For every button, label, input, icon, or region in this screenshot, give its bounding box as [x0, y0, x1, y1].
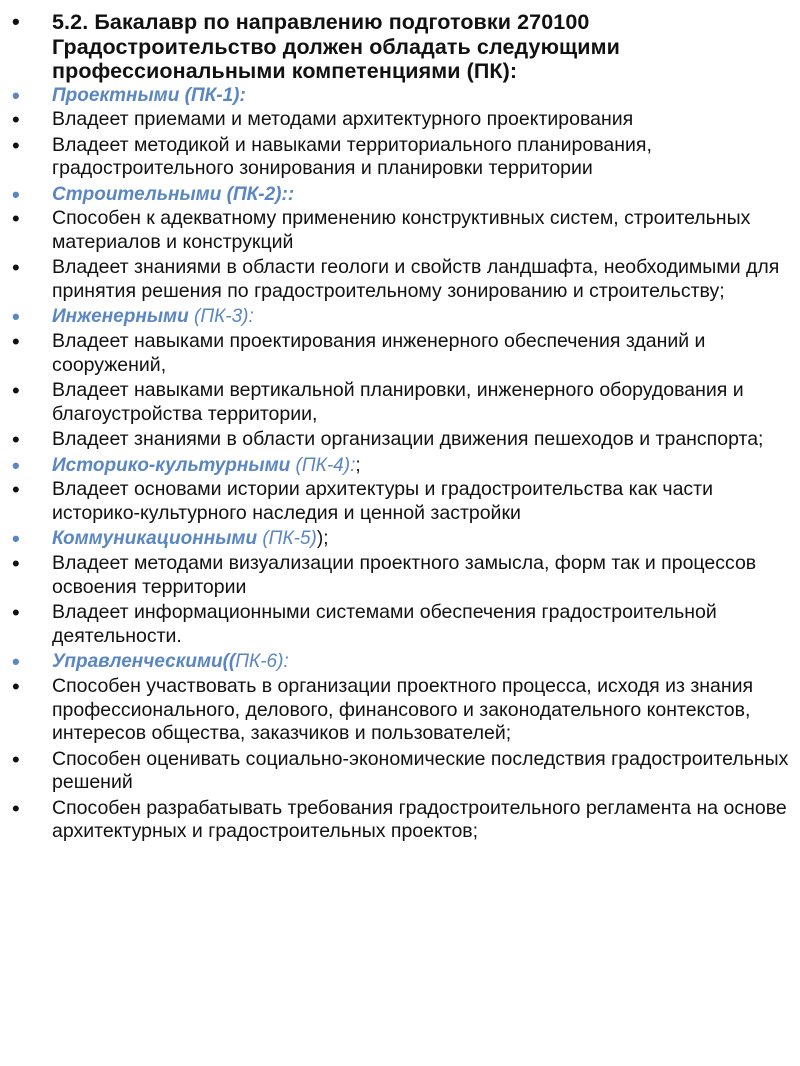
category-pk2 — [0, 183, 800, 206]
list-item-text: Владеет информационными системами обеспечения градостроительной деятельности. — [52, 601, 717, 647]
list-item-text: Способен оценивать социально-экономические последствия градостроительных решений — [52, 747, 789, 794]
bullet: • — [12, 673, 20, 699]
list-item — [0, 428, 800, 452]
bullet: • — [12, 82, 20, 108]
bullet: • — [12, 206, 20, 232]
bullet: • — [12, 452, 20, 478]
list-item-text: Владеет знаниями в области организации движения пешеходов и транспорта; — [52, 428, 764, 451]
category-label: Историко-культурными — [52, 454, 291, 476]
list-item-text: Владеет методикой и навыками территориального планирования, градостроительного зонирования и планировки территории — [52, 133, 652, 180]
list-item — [0, 207, 800, 254]
slide-heading — [0, 10, 800, 84]
list-item-text: Владеет приемами и методами архитектурного проектирования — [52, 108, 634, 131]
bullet: • — [12, 9, 20, 34]
category-label: Проектными (ПК-1): — [52, 84, 246, 106]
list-item-text: Владеет навыками вертикальной планировки, инженерного оборудования и благоустройства территории, — [52, 379, 744, 425]
list-item-text: Владеет методами визуализации проектного замысла, форм так и процессов освоения территории — [52, 552, 757, 598]
bullet: • — [12, 255, 20, 281]
bullet: • — [12, 477, 20, 503]
bullet: • — [12, 600, 20, 626]
bullet: • — [12, 304, 20, 330]
list-item-text: Владеет навыками проектирования инженерного обеспечения зданий и сооружений, — [52, 330, 706, 376]
category-suffix: ); — [316, 528, 329, 550]
category-pk1 — [0, 84, 800, 107]
list-item — [0, 797, 800, 844]
bullet: • — [12, 329, 20, 355]
category-code: ПК-6): — [235, 651, 289, 673]
heading-text: 5.2. Бакалавр по направлению подготовки 270100 Градостроительство должен обладать следующими профессиональными компетенциями (ПК): — [52, 10, 620, 83]
category-label: Коммуникационными — [52, 528, 258, 550]
bullet: • — [12, 181, 20, 207]
bullet: • — [12, 526, 20, 552]
category-pk5 — [0, 527, 800, 550]
bullet: • — [12, 107, 20, 133]
category-pk6 — [0, 650, 800, 673]
list-item — [0, 748, 800, 795]
list-item-text: Способен разрабатывать требования градостроительного регламента на основе архитектурных и градостроительных проектов; — [52, 796, 787, 843]
category-code: (ПК-5) — [257, 528, 317, 550]
category-suffix: ; — [355, 454, 361, 476]
list-item — [0, 675, 800, 746]
category-label: Строительными (ПК-2):: — [52, 183, 295, 205]
list-item-text: Владеет знаниями в области геологи и свойств ландшафта, необходимыми для принятия решения по градостроительному зонированию и строительству; — [52, 256, 780, 303]
list-item-text: Владеет основами истории архитектуры и градостроительства как части историко-культурного наследия и ценной застройки — [52, 478, 714, 524]
list-item — [0, 256, 800, 303]
bullet: • — [12, 378, 20, 404]
list-item — [0, 379, 800, 426]
list-item-text: Способен к адекватному применению конструктивных систем, строительных материалов и конструкций — [52, 207, 751, 254]
category-pk3 — [0, 305, 800, 328]
bullet: • — [12, 746, 20, 772]
list-item — [0, 134, 800, 181]
list-item — [0, 552, 800, 599]
bullet: • — [12, 551, 20, 577]
bullet: • — [12, 132, 20, 158]
category-code: (ПК-3): — [188, 306, 254, 328]
list-item — [0, 601, 800, 648]
list-item — [0, 108, 800, 132]
bullet: • — [12, 427, 20, 453]
category-pk4 — [0, 454, 800, 477]
bullet: • — [12, 795, 20, 821]
list-item — [0, 330, 800, 377]
list-item-text: Способен участвовать в организации проектного процесса, исходя из знания профессионального, делового, финансового и законодательного контекстов, интересов общества, заказчиков и пользователей; — [52, 674, 754, 745]
category-label: Инженерными — [52, 306, 189, 328]
category-label: Управленческими(( — [52, 651, 236, 673]
list-item — [0, 478, 800, 525]
category-code: (ПК-4): — [290, 454, 356, 476]
bullet: • — [12, 649, 20, 675]
